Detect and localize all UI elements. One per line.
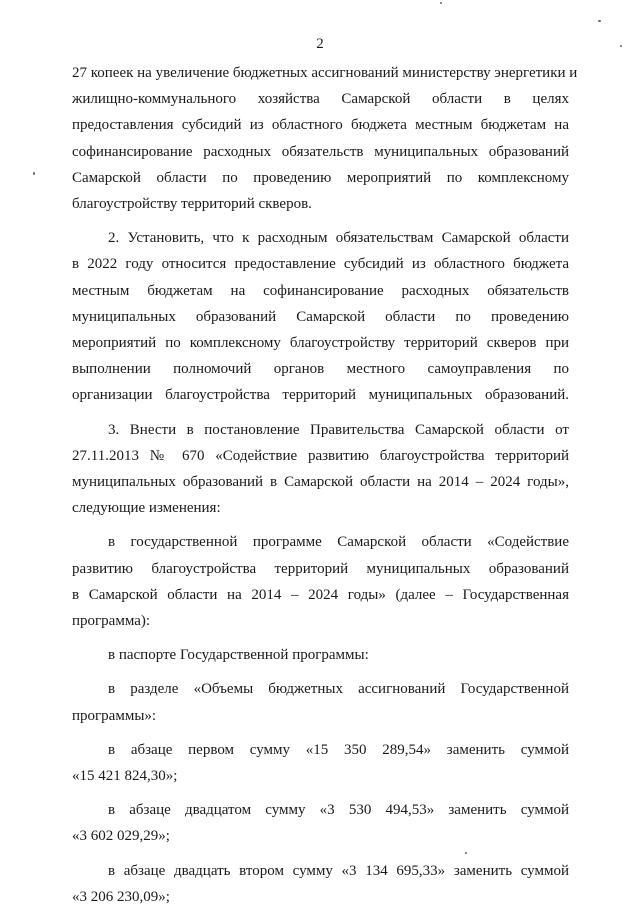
paragraph-2 <box>72 225 569 408</box>
paragraph-7 <box>72 737 569 789</box>
text-line: «3 602 029,29»; <box>72 828 170 845</box>
scan-speck <box>440 2 442 4</box>
text-line: мероприятий по комплексному благоустройству территорий скверов при <box>72 335 569 352</box>
text-line: выполнении полномочий органов местного самоуправления по <box>72 361 569 378</box>
text-line: 3. Внести в постановление Правительства Самарской области от <box>108 421 569 438</box>
scan-speck <box>598 20 601 22</box>
text-line: предоставления субсидий из областного бюджета местным бюджетам на <box>72 117 569 134</box>
text-line: организации благоустройства территорий муниципальных образований. <box>72 387 569 404</box>
page-number: 2 <box>316 36 324 52</box>
text-line: в разделе «Объемы бюджетных ассигнований Государственной <box>108 681 569 698</box>
text-line: «3 206 230,09»; <box>72 888 170 905</box>
text-line: благоустройству территорий скверов. <box>72 196 312 213</box>
paragraph-9 <box>72 858 569 910</box>
text-line: муниципальных образований Самарской области по проведению <box>72 308 569 325</box>
text-line: Самарской области по проведению мероприятий по комплексному <box>72 169 569 186</box>
text-line: следующие изменения: <box>72 500 221 517</box>
text-line: в абзаце первом сумму «15 350 289,54» заменить суммой <box>108 741 569 758</box>
paragraph-1-continuation <box>72 60 578 217</box>
paragraph-8 <box>72 797 569 849</box>
text-line: 27.11.2013 № 670 «Содействие развитию благоустройства территорий <box>72 447 569 464</box>
paragraph-4 <box>72 529 569 634</box>
scan-speck <box>620 45 622 47</box>
text-line: «15 421 824,30»; <box>72 768 178 785</box>
text-line: развитию благоустройства территорий муниципальных образований <box>72 560 569 577</box>
paragraph-5 <box>72 642 569 668</box>
text-line: в абзаце двадцатом сумму «3 530 494,53» заменить суммой <box>108 802 569 819</box>
document-body <box>72 60 578 910</box>
text-line: в Самарской области на 2014 – 2024 годы» (далее – Государственная <box>72 586 569 603</box>
text-line: в государственной программе Самарской области «Содействие <box>108 534 569 551</box>
text-line: программа): <box>72 613 151 630</box>
scan-speck <box>465 852 467 854</box>
text-line: в 2022 году относится предоставление субсидий из областного бюджета <box>72 256 569 273</box>
text-line: софинансирование расходных обязательств муниципальных образований <box>72 143 569 160</box>
scan-speck <box>33 172 35 175</box>
text-line: в паспорте Государственной программы: <box>108 647 369 664</box>
paragraph-3 <box>72 417 569 522</box>
text-line: жилищно-коммунального хозяйства Самарской области в целях <box>72 91 569 108</box>
text-line: местным бюджетам на софинансирование расходных обязательств <box>72 282 569 299</box>
text-line: 2. Установить, что к расходным обязательствам Самарской области <box>108 230 569 247</box>
text-line: 27 копеек на увеличение бюджетных ассигнований министерству энергетики и <box>72 65 578 81</box>
text-line: муниципальных образований в Самарской области на 2014 – 2024 годы», <box>72 474 569 491</box>
text-line: программы»: <box>72 707 157 724</box>
text-line: в абзаце двадцать втором сумму «3 134 695,33» заменить суммой <box>108 862 569 879</box>
paragraph-6 <box>72 676 569 728</box>
